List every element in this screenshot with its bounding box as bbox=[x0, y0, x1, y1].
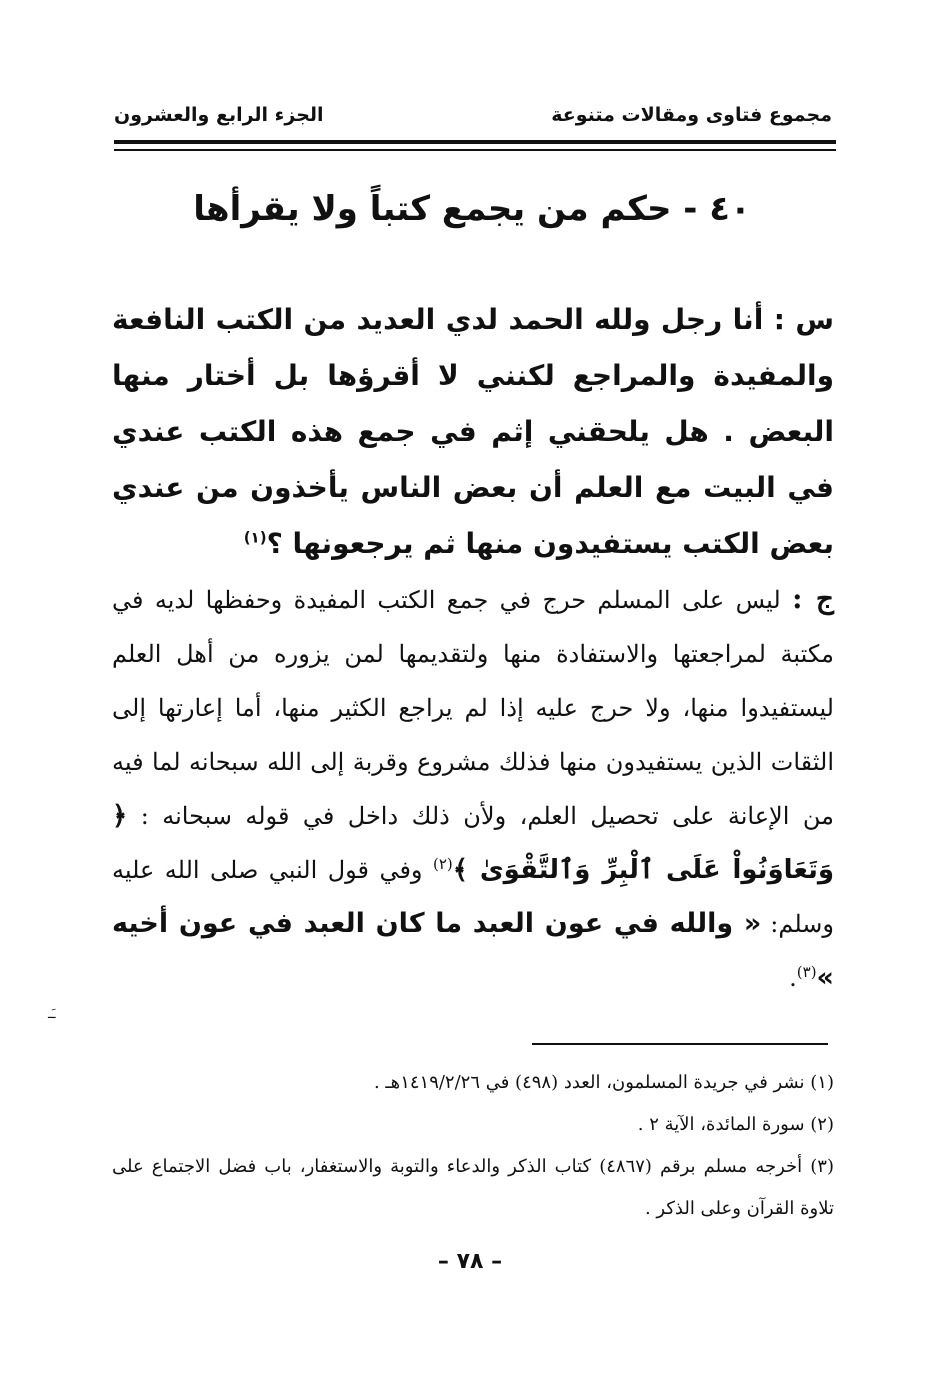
answer-end: . bbox=[789, 964, 797, 992]
footnote-separator bbox=[532, 1043, 828, 1045]
question-paragraph bbox=[112, 292, 834, 572]
stray-mark: ـَـ bbox=[48, 1007, 56, 1022]
question-footnote-ref: (١) bbox=[243, 528, 267, 547]
book-title: مجموع فتاوى ومقالات متنوعة bbox=[551, 104, 832, 126]
quran-verse: ﴿ وَتَعَاوَنُواْ عَلَى ٱلْبِرِّ وَٱلتَّقْوَىٰ ﴾ bbox=[112, 801, 834, 885]
quran-footnote-ref: (٢) bbox=[432, 855, 453, 873]
answer-paragraph bbox=[112, 572, 834, 1005]
chapter-title: ٤٠ - حكم من يجمع كتباً ولا يقرأها bbox=[193, 189, 751, 229]
footnote-3: (٣) أخرجه مسلم برقم (٤٨٦٧) كتاب الذكر والدعاء والتوبة والاستغفار، باب فضل الاجتماع على تلاوة القرآن وعلى الذكر . bbox=[112, 1156, 834, 1219]
volume-label: الجزء الرابع والعشرون bbox=[114, 104, 324, 126]
answer-text-1: ليس على المسلم حرج في جمع الكتب المفيدة وحفظها لديه في مكتبة لمراجعتها والاستفادة منها ولتقديمها لمن يزوره من أهل العلم ليستفيدوا منها، ولا حرج عليه إذا لم يراجع الكثير منها، أما إعارتها إلى الثقات الذين يستفيدون منها فذلك مشروع وقربة إلى الله سبحانه لما فيه من الإعانة على تحصيل العلم، ولأن ذلك داخل في قوله سبحانه : bbox=[112, 586, 834, 830]
question-text: س : أنا رجل ولله الحمد لدي العديد من الكتب النافعة والمفيدة والمراجع لكنني لا أقرؤها بل أختار منها البعض . هل يلحقني إثم في جمع هذه الكتب عندي في البيت مع العلم أن بعض الناس يأخذون من عندي بعض الكتب يستفيدون منها ثم يرجعونها ؟ bbox=[112, 303, 834, 560]
answer-lead: ج : bbox=[792, 582, 834, 615]
hadith-footnote-ref: (٣) bbox=[796, 963, 817, 981]
hadith-quote: « والله في عون العبد ما كان العبد في عون أخيه » bbox=[112, 908, 834, 993]
answer-text-2: وفي قول النبي صلى الله عليه وسلم: bbox=[112, 856, 834, 938]
footnotes bbox=[112, 1062, 834, 1230]
footnote-2: (٢) سورة المائدة، الآية ٢ . bbox=[637, 1114, 834, 1135]
page-number: – ٧٨ – bbox=[437, 1249, 503, 1274]
header-rule-thin bbox=[114, 149, 836, 151]
footnote-1: (١) نشر في جريدة المسلمون، العدد (٤٩٨) في ١٤١٩/٢/٢٦هـ . bbox=[373, 1072, 834, 1093]
header-rule-thick bbox=[114, 140, 836, 144]
running-header bbox=[114, 98, 832, 132]
